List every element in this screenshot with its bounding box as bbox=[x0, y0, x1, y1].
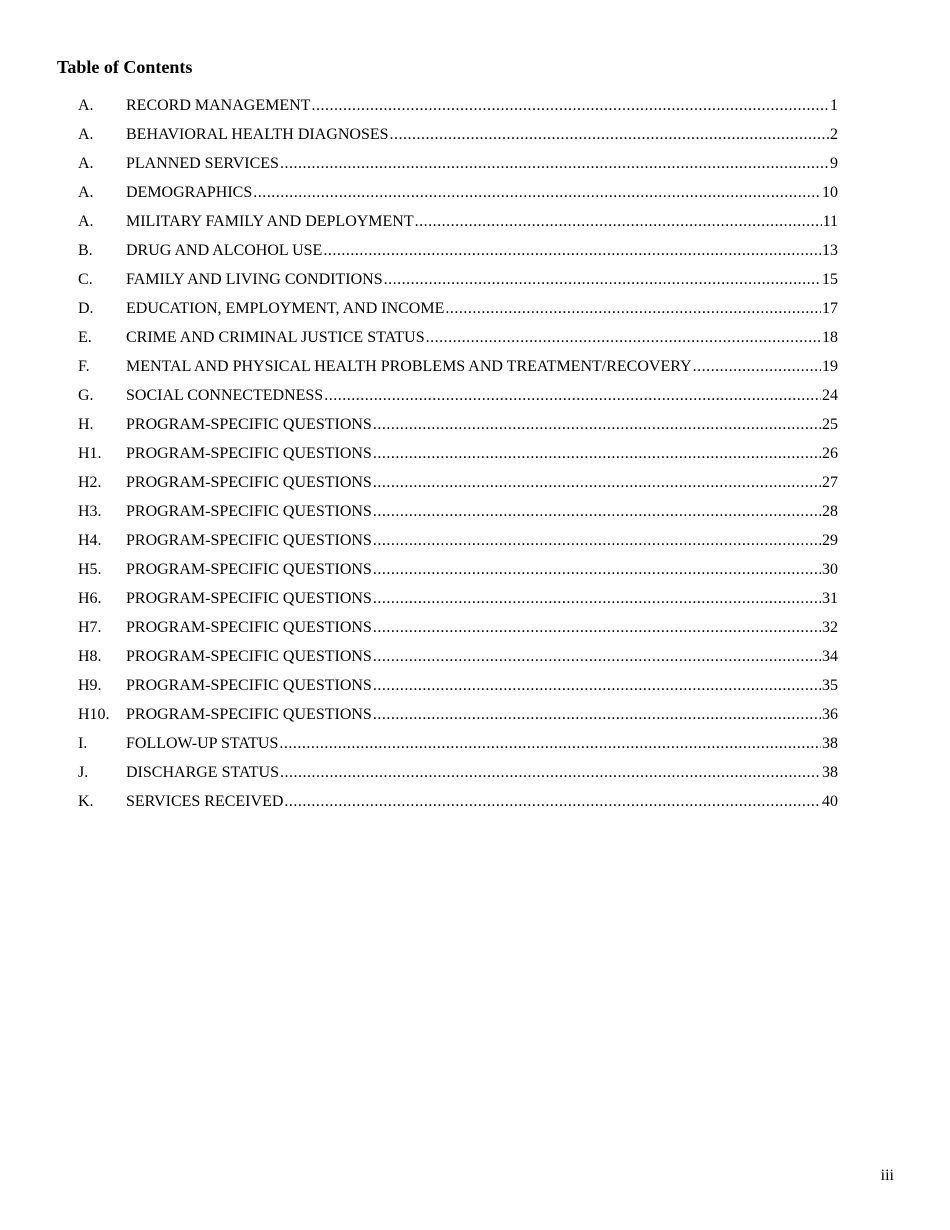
toc-entry-page[interactable]: 29 bbox=[822, 532, 838, 549]
toc-entry[interactable] bbox=[78, 558, 838, 587]
toc-entry[interactable] bbox=[78, 790, 838, 819]
toc-dot-leader bbox=[373, 413, 821, 437]
toc-dot-leader bbox=[373, 558, 821, 582]
toc-entry-page[interactable]: 1 bbox=[830, 97, 838, 114]
toc-entry[interactable] bbox=[78, 210, 838, 239]
toc-entry-page[interactable]: 9 bbox=[830, 155, 838, 172]
table-of-contents bbox=[78, 94, 838, 819]
toc-entry-title[interactable]: PROGRAM-SPECIFIC QUESTIONS bbox=[126, 590, 372, 607]
toc-dot-leader bbox=[280, 761, 821, 785]
toc-entry-page[interactable]: 17 bbox=[822, 300, 838, 317]
toc-entry-page[interactable]: 35 bbox=[822, 677, 838, 694]
toc-entry-label: H4. bbox=[78, 532, 102, 549]
toc-entry[interactable] bbox=[78, 181, 838, 210]
toc-entry-title[interactable]: PROGRAM-SPECIFIC QUESTIONS bbox=[126, 416, 372, 433]
toc-dot-leader bbox=[373, 529, 821, 553]
toc-entry-page[interactable]: 32 bbox=[822, 619, 838, 636]
toc-entry[interactable] bbox=[78, 471, 838, 500]
toc-entry-label: H1. bbox=[78, 445, 102, 462]
toc-entry[interactable] bbox=[78, 645, 838, 674]
toc-entry-page[interactable]: 28 bbox=[822, 503, 838, 520]
toc-entry-title[interactable]: PROGRAM-SPECIFIC QUESTIONS bbox=[126, 532, 372, 549]
toc-entry[interactable] bbox=[78, 297, 838, 326]
toc-entry-page[interactable]: 27 bbox=[822, 474, 838, 491]
toc-dot-leader bbox=[373, 616, 821, 640]
toc-entry-label: H9. bbox=[78, 677, 102, 694]
toc-entry-page[interactable]: 24 bbox=[822, 387, 838, 404]
toc-entry-label: H8. bbox=[78, 648, 102, 665]
toc-entry-title[interactable]: PROGRAM-SPECIFIC QUESTIONS bbox=[126, 561, 372, 578]
toc-dot-leader bbox=[373, 471, 821, 495]
toc-entry[interactable] bbox=[78, 413, 838, 442]
toc-entry[interactable] bbox=[78, 732, 838, 761]
toc-entry-page[interactable]: 30 bbox=[822, 561, 838, 578]
toc-entry-title[interactable]: PLANNED SERVICES bbox=[126, 155, 279, 172]
toc-entry-label: I. bbox=[78, 735, 88, 752]
toc-dot-leader bbox=[253, 181, 821, 205]
toc-entry[interactable] bbox=[78, 761, 838, 790]
toc-entry-title[interactable]: MILITARY FAMILY AND DEPLOYMENT bbox=[126, 213, 414, 230]
toc-dot-leader bbox=[280, 152, 829, 176]
toc-entry[interactable] bbox=[78, 152, 838, 181]
toc-entry-page[interactable]: 38 bbox=[822, 735, 838, 752]
toc-entry-title[interactable]: PROGRAM-SPECIFIC QUESTIONS bbox=[126, 474, 372, 491]
toc-entry-page[interactable]: 19 bbox=[822, 358, 838, 375]
toc-entry-title[interactable]: PROGRAM-SPECIFIC QUESTIONS bbox=[126, 706, 372, 723]
toc-entry-title[interactable]: PROGRAM-SPECIFIC QUESTIONS bbox=[126, 677, 372, 694]
toc-entry[interactable] bbox=[78, 355, 838, 384]
toc-entry-title[interactable]: DISCHARGE STATUS bbox=[126, 764, 279, 781]
toc-entry-page[interactable]: 2 bbox=[830, 126, 838, 143]
toc-entry-title[interactable]: PROGRAM-SPECIFIC QUESTIONS bbox=[126, 445, 372, 462]
toc-dot-leader bbox=[373, 500, 821, 524]
toc-entry-label: A. bbox=[78, 213, 94, 230]
toc-entry-title[interactable]: FOLLOW-UP STATUS bbox=[126, 735, 279, 752]
toc-entry-label: C. bbox=[78, 271, 93, 288]
toc-entry-page[interactable]: 15 bbox=[822, 271, 838, 288]
toc-entry-label: E. bbox=[78, 329, 92, 346]
toc-entry[interactable] bbox=[78, 587, 838, 616]
toc-entry-label: B. bbox=[78, 242, 93, 259]
toc-entry-title[interactable]: CRIME AND CRIMINAL JUSTICE STATUS bbox=[126, 329, 425, 346]
toc-entry-label: G. bbox=[78, 387, 94, 404]
toc-entry[interactable] bbox=[78, 94, 838, 123]
toc-dot-leader bbox=[284, 790, 821, 814]
toc-entry[interactable] bbox=[78, 442, 838, 471]
toc-entry-title[interactable]: DRUG AND ALCOHOL USE bbox=[126, 242, 323, 259]
toc-dot-leader bbox=[373, 674, 821, 698]
toc-entry-label: H7. bbox=[78, 619, 102, 636]
toc-entry-label: F. bbox=[78, 358, 90, 375]
toc-entry-page[interactable]: 11 bbox=[822, 213, 838, 230]
toc-entry-label: A. bbox=[78, 97, 94, 114]
toc-entry[interactable] bbox=[78, 529, 838, 558]
toc-entry-label: A. bbox=[78, 126, 94, 143]
toc-dot-leader bbox=[324, 384, 821, 408]
toc-entry[interactable] bbox=[78, 123, 838, 152]
toc-entry-label: H10. bbox=[78, 706, 110, 723]
toc-entry[interactable] bbox=[78, 703, 838, 732]
toc-dot-leader bbox=[373, 587, 821, 611]
toc-entry[interactable] bbox=[78, 384, 838, 413]
toc-entry-label: J. bbox=[78, 764, 89, 781]
toc-entry-label: H. bbox=[78, 416, 94, 433]
toc-entry[interactable] bbox=[78, 239, 838, 268]
page-number: iii bbox=[880, 1167, 894, 1184]
toc-entry-page[interactable]: 36 bbox=[822, 706, 838, 723]
toc-entry[interactable] bbox=[78, 326, 838, 355]
toc-entry[interactable] bbox=[78, 500, 838, 529]
toc-entry-page[interactable]: 40 bbox=[822, 793, 838, 810]
toc-entry-title[interactable]: FAMILY AND LIVING CONDITIONS bbox=[126, 271, 383, 288]
toc-entry-label: H5. bbox=[78, 561, 102, 578]
toc-dot-leader bbox=[373, 442, 821, 466]
toc-entry-page[interactable]: 26 bbox=[822, 445, 838, 462]
toc-entry-page[interactable]: 18 bbox=[822, 329, 838, 346]
toc-dot-leader bbox=[323, 239, 821, 263]
toc-entry-title[interactable]: PROGRAM-SPECIFIC QUESTIONS bbox=[126, 503, 372, 520]
toc-entry-page[interactable]: 25 bbox=[822, 416, 838, 433]
toc-entry-label: A. bbox=[78, 184, 94, 201]
toc-entry-page[interactable]: 38 bbox=[822, 764, 838, 781]
toc-entry-label: A. bbox=[78, 155, 94, 172]
toc-entry-title[interactable]: DEMOGRAPHICS bbox=[126, 184, 253, 201]
toc-entry-label: K. bbox=[78, 793, 94, 810]
toc-entry-title[interactable]: RECORD MANAGEMENT bbox=[126, 97, 311, 114]
toc-dot-leader bbox=[693, 355, 821, 379]
toc-dot-leader bbox=[445, 297, 821, 321]
toc-entry-title[interactable]: SERVICES RECEIVED bbox=[126, 793, 284, 810]
toc-entry-page[interactable]: 13 bbox=[822, 242, 838, 259]
toc-entry-title[interactable]: MENTAL AND PHYSICAL HEALTH PROBLEMS AND TREATMENT/RECOVERY bbox=[126, 358, 692, 375]
toc-entry-label: H3. bbox=[78, 503, 102, 520]
toc-dot-leader bbox=[279, 732, 821, 756]
toc-entry-page[interactable]: 10 bbox=[822, 184, 838, 201]
toc-dot-leader bbox=[426, 326, 821, 350]
toc-entry-title[interactable]: PROGRAM-SPECIFIC QUESTIONS bbox=[126, 619, 372, 636]
toc-entry-title[interactable]: SOCIAL CONNECTEDNESS bbox=[126, 387, 324, 404]
toc-entry[interactable] bbox=[78, 674, 838, 703]
toc-dot-leader bbox=[373, 645, 821, 669]
toc-dot-leader bbox=[384, 268, 821, 292]
toc-entry-title[interactable]: EDUCATION, EMPLOYMENT, AND INCOME bbox=[126, 300, 445, 317]
toc-entry-label: H2. bbox=[78, 474, 102, 491]
toc-dot-leader bbox=[373, 703, 821, 727]
toc-entry-title[interactable]: PROGRAM-SPECIFIC QUESTIONS bbox=[126, 648, 372, 665]
toc-entry-page[interactable]: 34 bbox=[822, 648, 838, 665]
toc-entry-page[interactable]: 31 bbox=[822, 590, 838, 607]
toc-entry-label: H6. bbox=[78, 590, 102, 607]
page-title: Table of Contents bbox=[57, 57, 193, 77]
toc-entry-title[interactable]: BEHAVIORAL HEALTH DIAGNOSES bbox=[126, 126, 389, 143]
toc-dot-leader bbox=[415, 210, 822, 234]
toc-entry[interactable] bbox=[78, 268, 838, 297]
toc-dot-leader bbox=[311, 94, 829, 118]
toc-entry-label: D. bbox=[78, 300, 94, 317]
toc-dot-leader bbox=[390, 123, 829, 147]
toc-entry[interactable] bbox=[78, 616, 838, 645]
